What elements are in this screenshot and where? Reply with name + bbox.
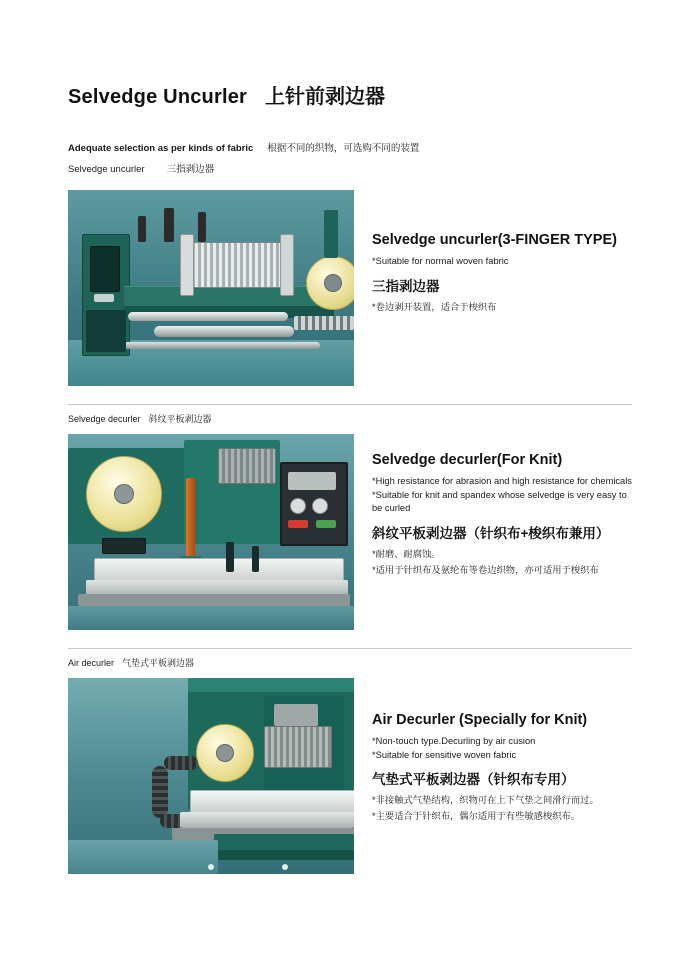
subtitle-1-cn: 根据不同的织物，可选购不同的装置 <box>267 143 420 154</box>
subtitle-2-en: Selvedge uncurler <box>68 164 145 175</box>
section-3-bullet-en-2: *Suitable for sensitive woven fabric <box>372 749 517 760</box>
machine-illustration-3 <box>68 678 354 874</box>
machine-illustration-2 <box>68 434 354 630</box>
section-3-bullet-en-1: *Non-touch type.Decurling by air cusion <box>372 736 536 747</box>
section-3-label-cn: 气垫式平板剥边器 <box>122 658 195 668</box>
page-title-cn: 上针前剥边器 <box>265 86 386 108</box>
section-2-bullet-en-2: *Suitable for knit and spandex whose selvedge is very easy to <box>372 489 627 500</box>
section-2-bullet-cn-2: *适用于针织布及氨纶布等卷边织物，亦可适用于梭织布 <box>372 564 599 575</box>
section-1-title-cn: 三指剥边器 <box>372 278 440 294</box>
section-2-bullet-en-3: be curled <box>372 503 411 514</box>
subtitle-2-cn: 三指剥边器 <box>166 164 215 175</box>
section-2-label-en: Selvedge decurler <box>68 414 141 424</box>
photo-air-decurler <box>68 678 354 874</box>
section-2-label <box>68 412 212 425</box>
text-block-3 <box>372 712 672 826</box>
subtitle-line-1 <box>68 140 419 154</box>
section-1-bullet-cn-1: *卷边剥开装置，适合于梭织布 <box>372 301 497 312</box>
section-3-title-cn: 气垫式平板剥边器（针织布专用） <box>372 772 575 788</box>
subtitle-1-en: Adequate selection as per kinds of fabric <box>68 143 254 154</box>
text-block-2 <box>372 452 672 580</box>
photo-selvedge-uncurler-3-finger <box>68 190 354 386</box>
section-3-title-en: Air Decurler (Specially for Knit) <box>372 712 588 728</box>
section-3-label-en: Air decurler <box>68 658 115 668</box>
machine-illustration-1 <box>68 190 354 386</box>
section-3-bullet-cn-2: *主要适合于针织布，偶尔适用于有些敏感梭织布。 <box>372 811 581 822</box>
page-title-en: Selvedge Uncurler <box>68 86 248 108</box>
section-1-title-en: Selvedge uncurler(3-FINGER TYPE) <box>372 232 617 248</box>
section-2-bullet-en-1: *High resistance for abrasion and high resistance for chemicals <box>372 476 632 487</box>
subtitle-line-2 <box>68 161 214 175</box>
section-2-label-cn: 斜纹平板剥边器 <box>148 414 212 424</box>
section-3-bullet-cn-1: *非接触式气垫结构，织物可在上下气垫之间滑行而过。 <box>372 795 599 806</box>
section-1-bullet-en-1: *Suitable for normal woven fabric <box>372 256 509 267</box>
section-2-title-en: Selvedge decurler(For Knit) <box>372 452 563 468</box>
divider-2 <box>68 648 632 649</box>
photo-selvedge-decurler-for-knit <box>68 434 354 630</box>
section-2-title-cn: 斜纹平板剥边器（针织布+梭织布兼用） <box>372 525 610 541</box>
divider-1 <box>68 404 632 405</box>
section-2-bullet-cn-1: *耐磨、耐腐蚀。 <box>372 548 441 559</box>
text-block-1 <box>372 232 672 317</box>
section-3-label <box>68 656 194 669</box>
page-title <box>68 80 385 109</box>
